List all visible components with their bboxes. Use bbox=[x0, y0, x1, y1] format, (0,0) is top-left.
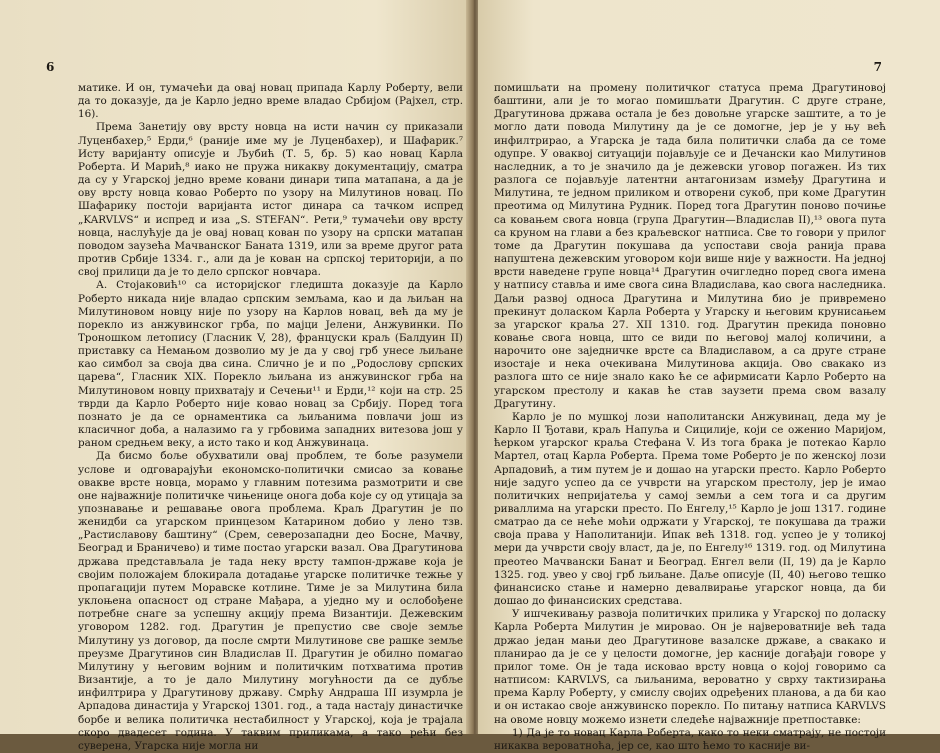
page-number: 7 bbox=[873, 60, 882, 74]
right-page bbox=[478, 0, 940, 752]
page-body bbox=[78, 82, 463, 753]
paragraph: Према Занетију ову врсту новца на исти начин су приказали Луценбахер,⁵ Ерди,⁶ (раније име му је Луценбахер), и Шафарик.⁷ Исту варијанту описује и Љубић (Т. 5, бр. 5) као новац Карла Роберта. И Марић,⁸ иако не пружа никакву документацију, сматра да су у Угарској једно време ковани динари типа матапана, а да је ову врсту новца ковао Роберто по узору на Милутинов новац. По Шафарику постоји варијанта истог динара са тачком испред „KARVLVS“ и испред и иза „S. STEFAN“. Рети,⁹ тумачећи ову врсту новца, наслућује да је овај новац кован по узору на српски матапан поводом заузећа Мачванског Баната 1319, или за време другог рата против Србије 1334. г., али да је кован на српској територији, а по свој прилици да је то дело српског новчара. bbox=[78, 121, 463, 279]
paragraph: помишљати на промену политичког статуса према Драгутиновој баштини, али је то могао помишљати Драгутин. С друге стране, Драгутинова држава остала је без довољне угарске заштите, а то је могло дати повода Милутину да је се домогне, јер је у њу већ инфилтрирао, а Угарска је тада била политички слаба да се томе одупре. У оваквој ситуацији појављује се и Дечански као Милутинов наследник, а то је значило да је дежевски уговор погажен. Из тих разлога се појављује латентни антагонизам између Драгутина и Милутина, те једном приликом и отворени сукоб, при коме Драгутин преотима од Милутина Рудник. Поред тога Драгутин поново почиње са ковањем свога новца (група Драгутин—Владислав II),¹³ овога пута са круном на глави а без краљевског натписа. Све то говори у прилог томе да Драгутин покушава да успостави своја ранија права напуштена дежевским уговором који више није у важности. На једној врсти наведене групе новца¹⁴ Драгутин очигледно поред свога имена у натпису ставља и име свога сина Владислава, као свога наследника. Даљи развој односа Драгутина и Милутина био је привремено прекинут доласком Карла Роберта у Угарску и његовим крунисањем за угарског краља 27. XII 1310. год. Драгутин прекида поновно ковање свога новца, што се види по његовој малој количини, а нарочито оне заједничке врсте са Владиславом, а са друге стране изостаје и нека очекивана Милутинова акција. Ово свакако из разлога што се није знало како ће се афирмисати Карло Роберто на угарском престолу и какав ће став заузети према свом вазалу Драгутину. bbox=[494, 82, 886, 410]
paragraph: 1) Да је то новац Карла Роберта, како то неки сматрају, не постоји никаква вероватноћа, јер се, као што ћемо то касније ви- bbox=[494, 726, 886, 752]
left-page bbox=[0, 0, 470, 752]
paragraph: Да бисмо боље обухватили овај проблем, те боље разумели услове и одговарајући економско-политички смисао за ковање овакве врсте новца, морамо у главним потезима размотрити и све оне најважније политичке чињенице онога доба које су од утицаја за упознавање и решавање овога проблема. Краљ Драгутин је по женидби са угарском принцезом Катарином добио у лено тзв. „Растиславову баштину“ (Срем, северозападни део Босне, Мачву, Београд и Браничево) и тиме постао угарски вазал. Ова Драгутинова држава представљала је тада неку врсту тампон-државе која је својим положајем блокирала дотадање угарске политичке тежње у пропагацији путем Моравске котлине. Тиме је за Милутина била уклоњена опасност од стране Мађара, а уједно му и ослобођене потребне снаге за успешну акцију према Византији. Дежевским уговором 1282. год. Драгутин је препустио све своје земље Милутину уз договор, да после смрти Милутинове све рашке земље преузме Драгутинов син Владислав II. Драгутин је обилно помагао Милутину у његовим војним и политичким потхватима против Византије, а то је дало Милутину могућности да се дубље инфилтрира у Драгутинову државу. Смрћу Андраша III изумрла је Арпадова династија у Угарској 1301. год., а тада настају династичке борбе и велика политичка нестабилност у Угарској, која је трајала скоро двадесет година. У таквим приликама, а тако рећи без суверена, Угарска није могла ни bbox=[78, 450, 463, 752]
paragraph: матике. И он, тумачећи да овај новац припада Карлу Роберту, вели да то доказује, да је Карло једно време владао Србијом (Рајхел, стр. 16). bbox=[78, 82, 463, 121]
page-body bbox=[494, 82, 886, 753]
paragraph: Карло је по мушкој лози наполитански Анжувинац, деда му је Карло II Ђотави, краљ Напуља и Сицилије, који се оженио Маријом, ћерком угарског краља Стефана V. Из тога брака је потекао Карло Мартел, отац Карла Роберта. Према томе Роберто је по женској лози Арпадовић, а тим путем је и дошао на угарски престо. Карло Роберто није задуго успео да се учврсти на угарском престолу, јер је имао политичких непријатеља у самој земљи а сем тога и са другим риваллима на угарски престо. По Енгелу,¹⁵ Карло је још 1317. године сматрао да се неће моћи одржати у Угарској, те покушава да тражи своја права у Наполитанији. Ипак већ 1318. год. успео је у толикој мери да учврсти своју власт, да је, по Енгелу¹⁶ 1319. год. од Милутина преотео Мачвански Банат и Београд. Енгел вели (II, 19) да је Карло 1325. год. увео у свој грб љиљане. Даље описује (II, 40) његово тешко финансиско стање и намерно девалвирање угарског новца, да би дошао до финансиских средстава. bbox=[494, 410, 886, 608]
paragraph: У ишчекивању развоја политичких прилика у Угарској по доласку Карла Роберта Милутин је мировао. Он је највероватније већ тада држао један мањи део Драгутинове вазалске државе, а свакако и планирао да је се у целости домогне, јер касније догађаји говоре у прилог томе. Он је тада исковао врсту новца о којој говоримо са натписом: KARVLVS, са љиљанима, вероватно у сврху тактизирања према Карлу Роберту, у смислу својих одређених планова, а да би као и он истакао своје анжувинско порекло. По питању натписа KARVLVS на овоме новцу можемо изнети следеће најважније претпоставке: bbox=[494, 608, 886, 726]
paragraph: А. Стојаковић¹⁰ са историјског гледишта доказује да Карло Роберто никада није владао српским земљама, као и да љиљан на Милутиновом новцу није по узору на Карлов новац, већ да му је порекло из анжувинског грба, по мајци Јелени, Анжувинки. По Троношком летопису (Гласник V, 28), француски краљ (Балдуин II) приставку са Немањом дозволио му је да у свој грб унесе љиљане као симбол за своја два сина. Слично је и по „Родослову српских царева“, Гласник XIX. Порекло љиљана из анжувинског грба на Милутиновом новцу прихватају и Сечењи¹¹ и Ерди,¹² који на стр. 25 тврди да Карло Роберто није ковао новац за Србију. Поред тога познато је да се орнаментика са љиљанима повлачи још из класичног доба, а налазимо га у грбовима западних витезова још у раном средњем веку, а исто тако и код Анжувинаца. bbox=[78, 279, 463, 450]
page-number: 6 bbox=[46, 60, 55, 74]
